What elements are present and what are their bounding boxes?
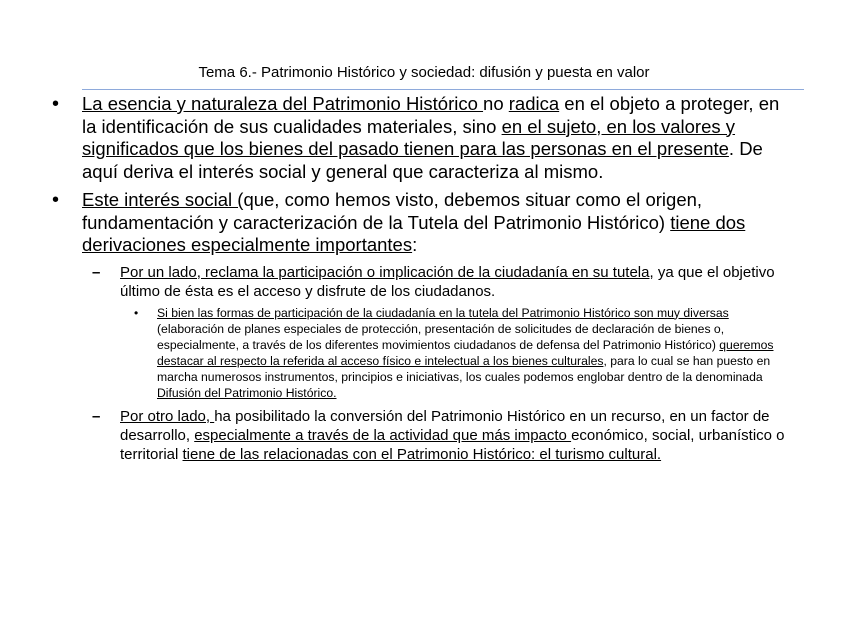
text-fragment: no — [483, 93, 509, 114]
bullet-essence — [0, 93, 792, 183]
text-fragment: especialmente a través de la actividad que más impacto — [194, 426, 572, 444]
dash-marker: – — [92, 407, 101, 425]
dash-marker: – — [92, 263, 101, 281]
text-fragment: Por un lado, reclama la participación o implicación de la ciudadanía en su tutela — [120, 263, 650, 281]
text-fragment: Por otro lado, — [120, 407, 215, 425]
text-fragment: Este interés social ( — [82, 189, 244, 210]
text-fragment: en el objeto a proteger, en la identificación de sus cualidades materiales, sino — [82, 93, 780, 137]
text-fragment: , ya que el objetivo último de ésta es el acceso y disfrute de los ciudadanos. — [120, 263, 775, 300]
text-fragment: queremos destacar al respecto la referida al acceso físico e intelectual a los bienes culturales — [157, 337, 774, 368]
bullet-social-interest — [0, 189, 792, 257]
text-fragment: económico, social, urbanístico o territorial — [120, 426, 785, 463]
text-fragment: en el sujeto, en los valores y significados que los bienes del pasado tienen para las personas en el presente — [82, 115, 736, 159]
text-fragment: tiene de las relacionadas con el Patrimonio Histórico: el turismo cultural. — [182, 445, 662, 463]
text-fragment: : — [412, 234, 418, 255]
bullet-marker: • — [52, 189, 60, 211]
sub-sub-bullet-dissemination — [0, 305, 792, 401]
text-fragment: que, como hemos visto, debemos situar como el origen, fundamentación y caracterización de la Tutela del Patrimonio Histórico) — [82, 189, 703, 233]
text-fragment: . De aquí deriva el interés social y general que caracteriza al mismo. — [82, 138, 763, 182]
slide-title: Tema 6.- Patrimonio Histórico y sociedad: difusión y puesta en valor — [198, 64, 650, 81]
sub-bullet-participation — [0, 263, 792, 301]
text-fragment: Difusión del Patrimonio Histórico. — [157, 385, 337, 400]
bullet-marker: • — [52, 93, 60, 115]
text-fragment: La esencia y naturaleza del Patrimonio Histórico — [82, 93, 484, 114]
text-fragment: (elaboración de planes especiales de protección, presentación de solicitudes de declaración de bienes o, especialmente, a través de los diferentes movimientos ciudadanos de defensa del Patrimonio Histórico) — [157, 321, 725, 352]
text-fragment: , para lo cual se han puesto en marcha numerosos instrumentos, principios e iniciativas, los cuales podemos englobar dentro de la denominada — [157, 353, 771, 384]
slide-content — [0, 93, 848, 468]
text-fragment: Si bien las formas de participación de la ciudadanía en la tutela del Patrimonio Histórico son muy diversas — [157, 305, 729, 320]
text-fragment: ha posibilitado la conversión del Patrimonio Histórico en un recurso, en un factor de desarrollo, — [120, 407, 770, 444]
bullet-marker: • — [134, 305, 139, 320]
title-divider — [82, 89, 804, 90]
text-fragment: tiene dos derivaciones especialmente importantes — [82, 211, 746, 255]
text-fragment: radica — [508, 93, 560, 114]
sub-bullet-cultural-tourism — [0, 407, 792, 464]
